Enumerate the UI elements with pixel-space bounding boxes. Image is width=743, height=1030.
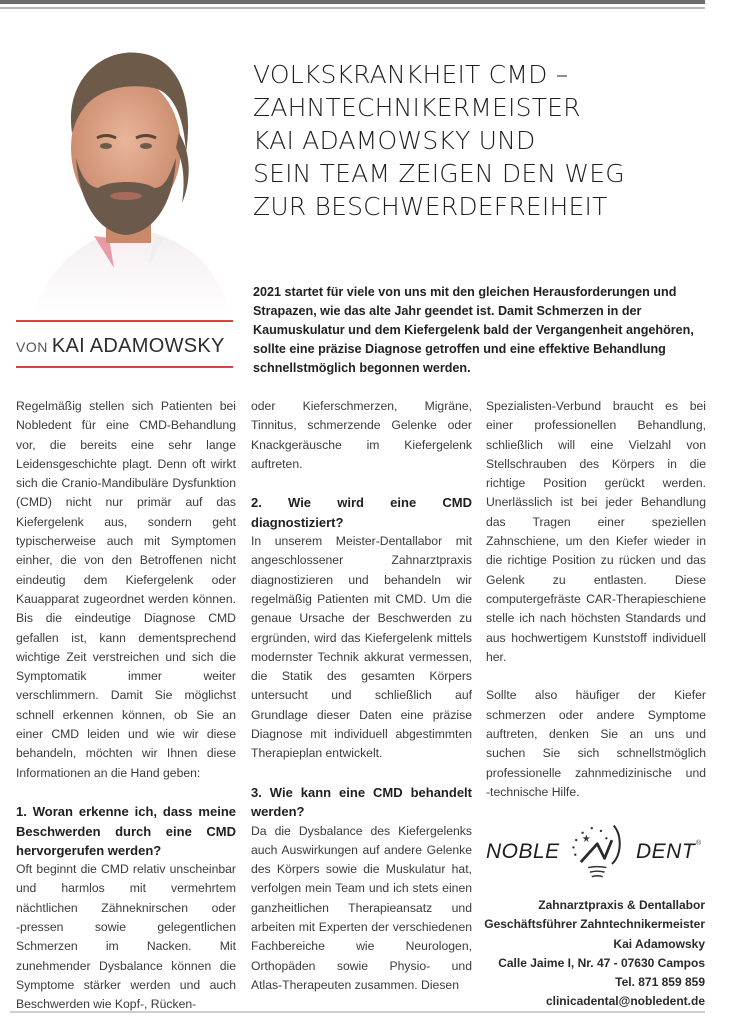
text-line: ergründen, wird das Kiefergelenk mittels — [251, 630, 472, 645]
text-line: 2. Wie wird eine CMD — [251, 495, 472, 511]
text-line: schließlich will eine Vielzahl von — [486, 437, 706, 452]
text-line: 1. Woran erkenne ich, dass meine — [16, 804, 236, 820]
logo-word-dent: DENT — [636, 840, 696, 863]
text-line: Schmerzen im Nacken. Mit — [16, 939, 236, 954]
text-line: arbeiten mit Experten der verschiedenen — [251, 920, 472, 935]
logo-word-noble: NOBLE — [486, 840, 560, 863]
headline-line: ZUR BESCHWERDEFREIHEIT — [253, 192, 608, 221]
text-line: Orthopäden sowie Physio- und — [251, 958, 472, 973]
text-line: Bis die eindeutige Diagnose CMD — [16, 611, 236, 626]
text-line: Knackgeräusche im Kiefergelenk — [251, 437, 472, 452]
text-line: das Tragen einer speziellen — [486, 514, 706, 529]
section-heading-2 — [251, 493, 472, 532]
text-line: her. — [486, 649, 507, 664]
text-line: oder Kieferschmerzen, Migräne, — [251, 399, 472, 413]
contact-block — [470, 896, 705, 1012]
text-line: professionelle zahnmedizinische und — [486, 765, 706, 780]
text-line: Symptomatik immer weiter — [16, 669, 236, 684]
section-paragraph-3 — [251, 822, 472, 996]
byline-rule-top — [16, 320, 233, 322]
text-line: -pressen sowie gelegentlichen — [16, 920, 236, 935]
author-portrait — [14, 38, 236, 316]
text-line: Unerlässlich ist bei jeder Behandlung — [486, 495, 706, 510]
text-line: und harmlos mit vermehrtem — [16, 881, 236, 896]
section-paragraph-1 — [16, 860, 236, 1014]
text-line: (CMD) nicht nur primär auf das — [16, 495, 236, 510]
headline-line: VOLKSKRANKHEIT CMD – — [253, 60, 569, 89]
page-top-rule — [0, 0, 705, 4]
text-line: Atlas-Therapeuten zusammen. Diesen — [251, 977, 459, 992]
text-line: schmerzen oder andere Symptome — [486, 707, 706, 722]
section-heading-1 — [16, 802, 236, 860]
page-bottom-rule — [10, 1011, 705, 1013]
text-line: einer CMD leiden und wie wir diese — [16, 727, 236, 742]
closing-paragraph — [486, 686, 706, 802]
text-line: nächtlichen Zähneknirschen oder — [16, 900, 236, 915]
text-line: suchen Sie sich schnellstmöglich — [486, 746, 706, 761]
text-line: modernster Technik akkurat vermessen, — [251, 649, 472, 664]
text-line: schnell erkennen können, ob Sie an — [16, 707, 236, 722]
text-line: die Statik des gesamten Körpers — [251, 669, 472, 684]
text-line: diagnostizieren und behandeln wir — [251, 572, 472, 587]
text-line: Fachbereiche wie Neurologen, — [251, 939, 472, 954]
text-line: Spezialisten-Verbund braucht es bei — [486, 399, 706, 413]
byline — [16, 334, 246, 359]
text-line: Symptome stärker werden und auch — [16, 977, 236, 992]
text-line: ganzheitlichen Therapieansatz und — [251, 900, 472, 915]
text-line: genaue Ursache der Beschwerden zu — [251, 611, 472, 626]
text-line: werden? — [251, 804, 305, 820]
contact-address: Calle Jaime I, Nr. 47 - 07630 Campos — [498, 955, 705, 970]
text-line: diagnostiziert? — [251, 514, 344, 530]
text-line: Regelmäßig stellen sich Patienten bei — [16, 399, 236, 413]
text-line: die richtige Position zu rücken und das — [486, 553, 706, 568]
section-paragraph-3-continued — [486, 397, 706, 667]
text-line: Leidensgeschichte plagt. Denn oft wirkt — [16, 456, 236, 471]
contact-email[interactable]: clinicadental@nobledent.de — [545, 994, 705, 1009]
text-line: vor, die bereits eine sehr lange — [16, 437, 236, 452]
text-line: Stellschrauben des Körpers in die — [486, 456, 706, 471]
text-line: eindeutig dem Kiefergelenk oder — [16, 572, 236, 587]
text-line: Beschwerden durch eine CMD — [16, 823, 236, 839]
article-headline — [253, 58, 723, 223]
text-line: auch Auswirkungen auf andere Gelenke — [251, 842, 472, 857]
text-line: aus hochwertigem Kunststoff individuell — [486, 630, 706, 645]
text-line: Informationen an die Hand geben: — [16, 765, 201, 780]
logo-star-tooth-icon — [568, 818, 632, 886]
text-line: Nobledent für eine CMD-Behandlung — [16, 418, 236, 433]
contact-business: Zahnarztpraxis & Dentallabor — [538, 898, 705, 912]
text-line: Tinnitus, schmerzende Gelenke oder — [251, 418, 472, 433]
contact-role: Geschäftsführer Zahntechnikermeister — [484, 917, 705, 932]
text-line: auftreten, denken Sie an uns und — [486, 727, 706, 742]
section-heading-3 — [251, 783, 472, 822]
text-line: computergefräste CAR-Therapieschiene — [486, 591, 706, 606]
byline-rule-bottom — [16, 366, 233, 368]
text-line: untersucht und schließlich auf — [251, 688, 472, 703]
text-line: verfolgen mein Team und ich stets einen — [251, 881, 472, 896]
article-column-1 — [16, 397, 236, 1015]
text-line: Kauapparat zugeordnet werden können. — [16, 591, 236, 606]
text-line: 3. Wie kann eine CMD behandelt — [251, 784, 472, 800]
text-line: richtige Position gerückt werden. — [486, 476, 706, 491]
text-line: auftreten. — [251, 456, 303, 471]
headline-line: SEIN TEAM ZEIGEN DEN WEG — [253, 159, 625, 188]
text-line: des Körpers sowie die Muskulatur hat, — [251, 862, 472, 877]
intro-paragraph — [16, 397, 236, 783]
text-line: zunehmender Dysbalance können die — [16, 958, 236, 973]
text-line: -technische Hilfe. — [486, 784, 580, 799]
text-line: Gelenk zu entlasten. Diese — [486, 572, 706, 587]
text-line: Therapieplan entwickelt. — [251, 746, 383, 761]
headline-line: ZAHNTECHNIKERMEISTER — [253, 93, 581, 122]
text-line: einer professionellen Behandlung, — [486, 418, 706, 433]
text-line: verschlimmern. Damit Sie möglichst — [16, 688, 236, 703]
section-paragraph-2 — [251, 532, 472, 764]
contact-phone[interactable]: Tel. 871 859 859 — [615, 975, 705, 990]
text-line: Grundlage dieser Daten eine präzise — [251, 707, 472, 722]
nobledent-logo — [486, 816, 708, 886]
byline-name: KAI ADAMOWSKY — [51, 335, 225, 357]
article-lead: 2021 startet für viele von uns mit den gleichen Herausforderungen und Strapazen, wie das alte Jahr geendet ist. Damit Schmerzen in der Kaumuskulatur und dem Kiefergelenk bald der Vergangenheit angehören, sollte eine präzise Diagnose getroffen und eine effektive Behandlung schnellstmöglich begonnen werden. — [253, 285, 694, 375]
article-column-2 — [251, 397, 472, 995]
text-line: sich die Cranio-Mandibuläre Dysfunktion — [16, 476, 236, 491]
text-line: Kiefergelenk aus, sondern geht — [16, 514, 236, 529]
text-line: regelmäßig Patienten mit CMD. Um die — [251, 591, 472, 606]
text-line: stelle ich nach höchsten Standards und — [486, 611, 706, 626]
text-line: In unserem Meister-Dentallabor mit — [251, 534, 472, 549]
text-line: Sollte also häufiger der Kiefer — [486, 688, 706, 703]
headline-line: KAI ADAMOWSKY UND — [253, 126, 536, 155]
text-line: Beschwerden wie Kopf-, Rücken- — [16, 997, 197, 1012]
text-line: Oft beginnt die CMD relativ unscheinbar — [16, 862, 236, 877]
text-line: behandeln, möchten wir Ihnen diese — [16, 746, 236, 761]
byline-prefix: VON — [16, 339, 48, 355]
text-line: Diagnose mit individuell abgestimmten — [251, 727, 472, 742]
text-line: hervorgerufen werden? — [16, 842, 162, 858]
text-line: angeschlossener Zahnarztpraxis — [251, 553, 472, 568]
text-line: einher, die von den Betroffenen nicht — [16, 553, 236, 568]
article-column-3 — [486, 397, 706, 802]
contact-name: Kai Adamowsky — [613, 936, 705, 951]
text-line: Zahnschiene, um den Kiefer wieder in — [486, 534, 706, 549]
text-line: gefallen ist, kann dementsprechend — [16, 630, 236, 645]
page-top-rule-thin — [0, 7, 705, 9]
registered-mark: ® — [696, 840, 702, 847]
text-line: Da die Dysbalance des Kiefergelenks — [251, 823, 472, 838]
text-line: wichtige Zeit verstreichen und sich die — [16, 649, 236, 664]
text-line: typischerweise auch mit Symptomen — [16, 534, 236, 549]
section-paragraph-1-continued — [251, 397, 472, 474]
